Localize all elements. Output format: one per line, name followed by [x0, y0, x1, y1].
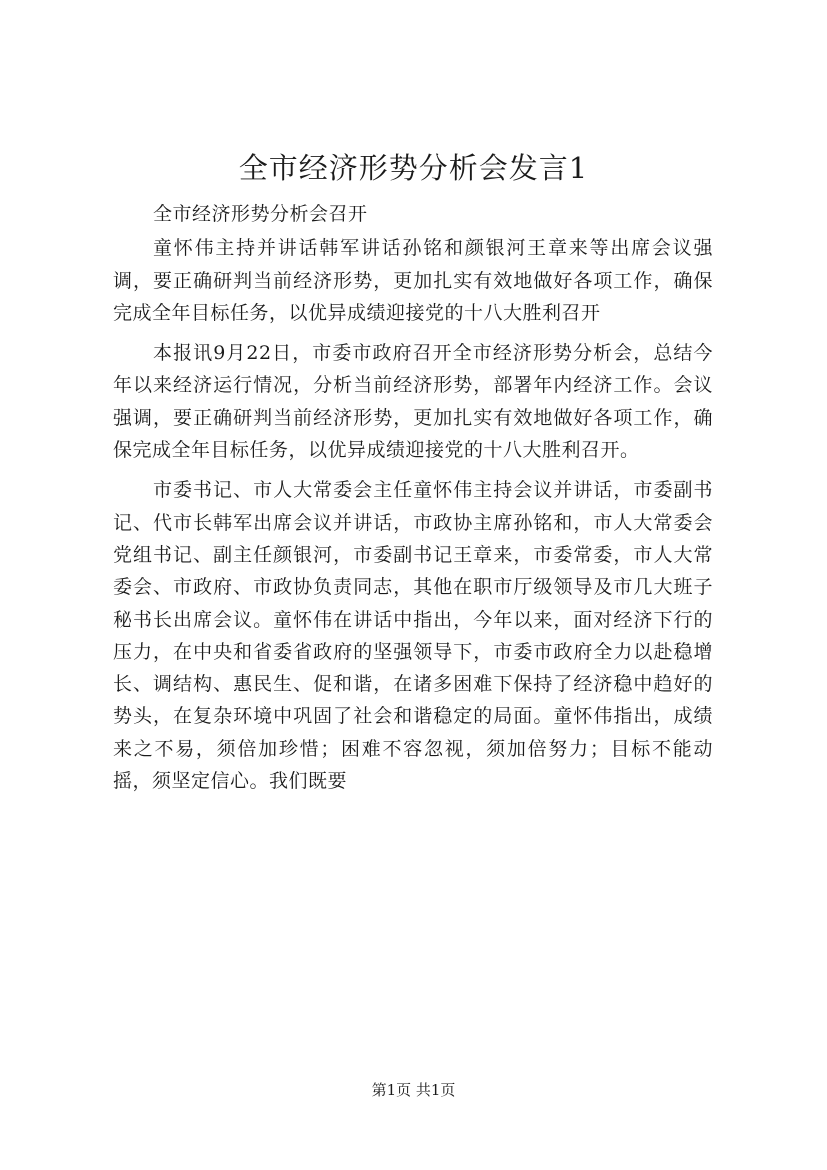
paragraph-news-lead: 本报讯9月22日，市委市政府召开全市经济形势分析会，总结今年以来经济运行情况，分析当前经济形势，部署年内经济工作。会议强调，要正确研判当前经济形势，更加扎实有效地做好各项工作，确保完成全年目标任务，以优异成绩迎接党的十八大胜利召开。 — [113, 342, 713, 462]
document-title: 全市经济形势分析会发言1 — [238, 151, 589, 185]
document-subtitle: 全市经济形势分析会召开 — [153, 203, 368, 225]
paragraph-meeting-details: 市委书记、市人大常委会主任童怀伟主持会议并讲话，市委副书记、代市长韩军出席会议并讲话，市政协主席孙铭和，市人大常委会党组书记、副主任颜银河，市委副书记王章来，市委常委，市人大常委会、市政府、市政协负责同志，其他在职市厅级领导及市几大班子秘书长出席会议。童怀伟在讲话中指出，今年以来，面对经济下行的压力，在中央和省委省政府的坚强领导下，市委市政府全力以赴稳增长、调结构、惠民生、促和谐，在诸多困难下保持了经济稳中趋好的势头，在复杂环境中巩固了社会和谐稳定的局面。童怀伟指出，成绩来之不易，须倍加珍惜；困难不容忽视，须加倍努力；目标不能动摇，须坚定信心。我们既要 — [113, 479, 713, 793]
page-number-footer: 第1页 共1页 — [371, 1081, 456, 1099]
paragraph-summary: 童怀伟主持并讲话韩军讲话孙铭和颜银河王章来等出席会议强调，要正确研判当前经济形势，更加扎实有效地做好各项工作，确保完成全年目标任务，以优异成绩迎接党的十八大胜利召开 — [113, 237, 713, 324]
document-body — [113, 198, 713, 805]
